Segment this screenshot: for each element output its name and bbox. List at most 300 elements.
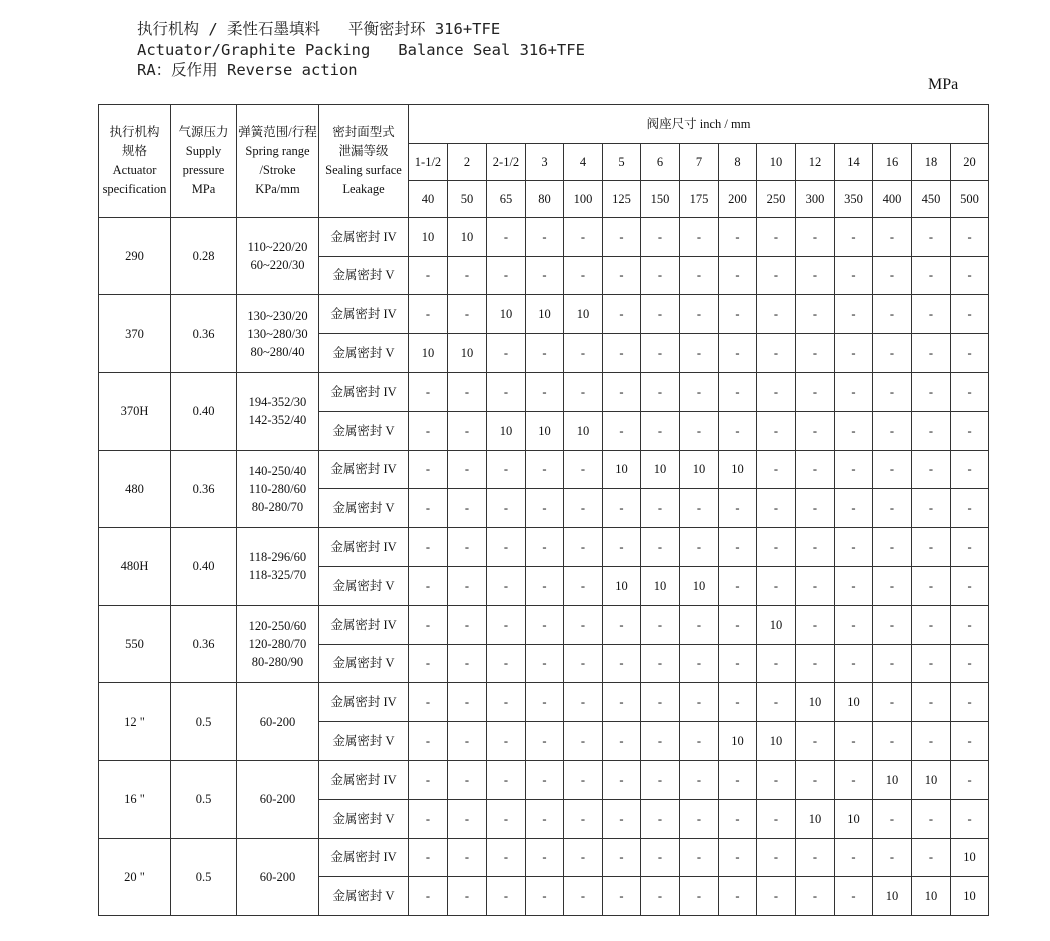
- pressure-value-cell: -: [912, 528, 951, 567]
- size-inch-cell: 5: [603, 143, 641, 180]
- pressure-value-cell: -: [796, 256, 835, 295]
- pressure-value-cell: 10: [487, 411, 526, 450]
- pressure-value-cell: -: [951, 644, 989, 683]
- pressure-value-cell: -: [757, 683, 796, 722]
- pressure-value-cell: -: [448, 566, 487, 605]
- pressure-value-cell: -: [951, 683, 989, 722]
- pressure-value-cell: -: [526, 566, 564, 605]
- pressure-value-cell: -: [719, 334, 757, 373]
- spring-range-cell: [237, 683, 319, 761]
- pressure-value-cell: -: [409, 722, 448, 761]
- pressure-value-cell: -: [835, 450, 873, 489]
- pressure-value-cell: -: [912, 644, 951, 683]
- pressure-value-cell: -: [526, 528, 564, 567]
- pressure-value-cell: -: [680, 411, 719, 450]
- pressure-value-cell: -: [912, 334, 951, 373]
- pressure-value-cell: -: [719, 566, 757, 605]
- pressure-value-cell: -: [873, 217, 912, 256]
- pressure-value-cell: -: [641, 799, 680, 838]
- pressure-value-cell: -: [603, 489, 641, 528]
- pressure-value-cell: -: [409, 489, 448, 528]
- pressure-value-cell: -: [757, 877, 796, 916]
- pressure-value-cell: -: [951, 722, 989, 761]
- pressure-value-cell: -: [603, 372, 641, 411]
- pressure-value-cell: -: [409, 256, 448, 295]
- pressure-value-cell: -: [603, 799, 641, 838]
- pressure-value-cell: -: [796, 760, 835, 799]
- pressure-value-cell: -: [912, 566, 951, 605]
- pressure-value-cell: -: [487, 217, 526, 256]
- size-inch-cell: 14: [835, 143, 873, 180]
- pressure-value-cell: -: [409, 644, 448, 683]
- supply-pressure-cell: 0.5: [171, 838, 237, 916]
- spring-range-line: 120-280/70: [248, 637, 307, 652]
- pressure-value-cell: -: [641, 722, 680, 761]
- pressure-value-cell: -: [641, 877, 680, 916]
- pressure-value-cell: 10: [641, 566, 680, 605]
- pressure-value-cell: -: [796, 450, 835, 489]
- header-line-1: 执行机构 / 柔性石墨填料 平衡密封环 316+TFE: [137, 20, 501, 38]
- pressure-value-cell: -: [951, 760, 989, 799]
- table-row: [99, 528, 989, 567]
- pressure-value-cell: 10: [603, 450, 641, 489]
- seal-type-cell: 金属密封 V: [319, 566, 409, 605]
- pressure-value-cell: -: [603, 838, 641, 877]
- size-inch-cell: 2-1/2: [487, 143, 526, 180]
- header-row-title: [99, 105, 989, 144]
- pressure-value-cell: -: [564, 489, 603, 528]
- pressure-value-cell: -: [912, 605, 951, 644]
- pressure-value-cell: -: [912, 295, 951, 334]
- pressure-value-cell: -: [951, 334, 989, 373]
- pressure-value-cell: -: [873, 411, 912, 450]
- pressure-value-cell: -: [487, 372, 526, 411]
- pressure-value-cell: -: [912, 256, 951, 295]
- supply-pressure-cell: 0.28: [171, 217, 237, 295]
- pressure-value-cell: -: [680, 838, 719, 877]
- pressure-value-cell: -: [564, 799, 603, 838]
- pressure-value-cell: -: [757, 760, 796, 799]
- spring-range-cell: [237, 838, 319, 916]
- table-row: [99, 838, 989, 877]
- seal-type-cell: 金属密封 V: [319, 489, 409, 528]
- pressure-value-cell: -: [835, 217, 873, 256]
- pressure-value-cell: -: [912, 683, 951, 722]
- pressure-value-cell: -: [409, 295, 448, 334]
- pressure-value-cell: -: [719, 799, 757, 838]
- pressure-value-cell: -: [719, 528, 757, 567]
- pressure-value-cell: -: [526, 450, 564, 489]
- spring-range-line: 118-296/60: [248, 550, 307, 565]
- pressure-value-cell: -: [603, 295, 641, 334]
- pressure-value-cell: -: [409, 799, 448, 838]
- pressure-value-cell: -: [680, 489, 719, 528]
- pressure-value-cell: -: [680, 295, 719, 334]
- pressure-value-cell: -: [564, 217, 603, 256]
- pressure-value-cell: -: [873, 489, 912, 528]
- pressure-value-cell: -: [680, 372, 719, 411]
- supply-pressure-cell: 0.36: [171, 295, 237, 373]
- actuator-spec-cell: 480: [99, 450, 171, 528]
- pressure-value-cell: -: [526, 838, 564, 877]
- pressure-value-cell: -: [835, 411, 873, 450]
- pressure-value-cell: -: [526, 605, 564, 644]
- spring-range-line: 60-200: [259, 869, 296, 884]
- table-row: [99, 295, 989, 334]
- pressure-value-cell: -: [448, 528, 487, 567]
- pressure-value-cell: -: [951, 450, 989, 489]
- seal-type-cell: 金属密封 IV: [319, 295, 409, 334]
- pressure-value-cell: 10: [912, 760, 951, 799]
- pressure-value-cell: -: [757, 450, 796, 489]
- spring-range-line: 60-200: [259, 714, 296, 729]
- pressure-value-cell: -: [448, 256, 487, 295]
- pressure-value-cell: -: [409, 760, 448, 799]
- pressure-value-cell: -: [487, 760, 526, 799]
- pressure-value-cell: -: [641, 605, 680, 644]
- spring-range-line: 194-352/30: [248, 395, 307, 410]
- pressure-value-cell: -: [641, 256, 680, 295]
- pressure-value-cell: -: [835, 760, 873, 799]
- size-mm-cell: 40: [409, 180, 448, 217]
- size-inch-cell: 7: [680, 143, 719, 180]
- col-header-seal: 密封面型式 泄漏等级 Sealing surface Leakage: [319, 105, 409, 218]
- pressure-value-cell: -: [487, 683, 526, 722]
- pressure-value-cell: -: [641, 683, 680, 722]
- supply-pressure-cell: 0.36: [171, 605, 237, 683]
- pressure-value-cell: -: [487, 528, 526, 567]
- pressure-value-cell: -: [757, 217, 796, 256]
- pressure-value-cell: 10: [835, 799, 873, 838]
- pressure-value-cell: -: [641, 760, 680, 799]
- pressure-value-cell: -: [641, 372, 680, 411]
- pressure-value-cell: -: [951, 799, 989, 838]
- document-header: [137, 19, 585, 81]
- pressure-value-cell: 10: [873, 877, 912, 916]
- pressure-value-cell: -: [409, 566, 448, 605]
- pressure-value-cell: -: [719, 644, 757, 683]
- pressure-value-cell: -: [873, 838, 912, 877]
- pressure-value-cell: -: [680, 877, 719, 916]
- pressure-value-cell: -: [951, 605, 989, 644]
- pressure-value-cell: -: [409, 877, 448, 916]
- pressure-value-cell: -: [757, 411, 796, 450]
- pressure-value-cell: -: [448, 760, 487, 799]
- pressure-value-cell: -: [796, 838, 835, 877]
- pressure-value-cell: -: [487, 644, 526, 683]
- header-line-2: Actuator/Graphite Packing Balance Seal 316+TFE: [137, 40, 585, 59]
- pressure-value-cell: -: [873, 256, 912, 295]
- pressure-value-cell: -: [757, 334, 796, 373]
- pressure-value-cell: 10: [564, 295, 603, 334]
- pressure-value-cell: -: [603, 760, 641, 799]
- seal-type-cell: 金属密封 V: [319, 722, 409, 761]
- unit-label: MPa: [928, 76, 959, 93]
- pressure-value-cell: -: [951, 489, 989, 528]
- pressure-value-cell: -: [796, 489, 835, 528]
- pressure-value-cell: -: [680, 605, 719, 644]
- table-row: [99, 450, 989, 489]
- pressure-value-cell: -: [719, 372, 757, 411]
- pressure-value-cell: -: [796, 217, 835, 256]
- pressure-value-cell: -: [796, 877, 835, 916]
- spring-range-cell: [237, 450, 319, 528]
- supply-pressure-cell: 0.40: [171, 528, 237, 606]
- pressure-value-cell: -: [719, 256, 757, 295]
- pressure-value-cell: 10: [526, 411, 564, 450]
- pressure-value-cell: -: [951, 411, 989, 450]
- pressure-value-cell: -: [564, 256, 603, 295]
- size-mm-cell: 125: [603, 180, 641, 217]
- pressure-value-cell: -: [641, 295, 680, 334]
- pressure-value-cell: -: [526, 256, 564, 295]
- pressure-value-cell: -: [448, 489, 487, 528]
- pressure-value-cell: -: [448, 605, 487, 644]
- pressure-value-cell: 10: [409, 217, 448, 256]
- pressure-value-cell: -: [719, 295, 757, 334]
- spring-range-cell: [237, 760, 319, 838]
- supply-pressure-cell: 0.5: [171, 683, 237, 761]
- pressure-value-cell: -: [526, 722, 564, 761]
- spring-range-line: 120-250/60: [248, 619, 307, 634]
- pressure-value-cell: -: [796, 372, 835, 411]
- spring-range-line: 118-325/70: [248, 568, 307, 583]
- pressure-value-cell: -: [526, 334, 564, 373]
- seal-type-cell: 金属密封 IV: [319, 528, 409, 567]
- pressure-value-cell: -: [487, 838, 526, 877]
- col-header-spring: 弹簧范围/行程 Spring range /Stroke KPa/mm: [237, 105, 319, 218]
- pressure-value-cell: -: [564, 644, 603, 683]
- seal-type-cell: 金属密封 V: [319, 256, 409, 295]
- pressure-value-cell: -: [951, 528, 989, 567]
- size-inch-cell: 3: [526, 143, 564, 180]
- size-inch-cell: 2: [448, 143, 487, 180]
- size-mm-cell: 500: [951, 180, 989, 217]
- size-inch-cell: 4: [564, 143, 603, 180]
- pressure-value-cell: -: [487, 799, 526, 838]
- pressure-value-cell: -: [448, 683, 487, 722]
- spring-range-line: 130~280/30: [247, 326, 308, 341]
- pressure-value-cell: -: [603, 256, 641, 295]
- pressure-value-cell: -: [835, 528, 873, 567]
- pressure-value-cell: -: [487, 605, 526, 644]
- pressure-value-cell: 10: [448, 334, 487, 373]
- pressure-value-cell: -: [526, 372, 564, 411]
- pressure-value-cell: -: [873, 566, 912, 605]
- pressure-value-cell: -: [603, 411, 641, 450]
- pressure-value-cell: -: [835, 838, 873, 877]
- pressure-value-cell: -: [835, 644, 873, 683]
- spring-range-cell: [237, 372, 319, 450]
- pressure-value-cell: -: [564, 450, 603, 489]
- pressure-value-cell: -: [912, 722, 951, 761]
- pressure-value-cell: 10: [719, 722, 757, 761]
- pressure-value-cell: -: [409, 411, 448, 450]
- pressure-value-cell: 10: [951, 838, 989, 877]
- pressure-value-cell: 10: [873, 760, 912, 799]
- actuator-spec-cell: 12 ": [99, 683, 171, 761]
- pressure-value-cell: 10: [564, 411, 603, 450]
- pressure-value-cell: -: [951, 295, 989, 334]
- pressure-value-cell: -: [757, 489, 796, 528]
- pressure-value-cell: -: [796, 295, 835, 334]
- pressure-value-cell: -: [873, 334, 912, 373]
- pressure-value-cell: 10: [796, 799, 835, 838]
- spring-range-line: 80~280/40: [250, 344, 305, 359]
- pressure-value-cell: 10: [835, 683, 873, 722]
- pressure-value-cell: -: [719, 411, 757, 450]
- pressure-value-cell: -: [526, 799, 564, 838]
- pressure-value-cell: -: [757, 566, 796, 605]
- pressure-value-cell: -: [526, 760, 564, 799]
- size-inch-cell: 1-1/2: [409, 143, 448, 180]
- pressure-value-cell: -: [448, 838, 487, 877]
- table-body: [99, 217, 989, 915]
- pressure-value-cell: -: [951, 372, 989, 411]
- size-inch-cell: 18: [912, 143, 951, 180]
- pressure-value-cell: -: [757, 644, 796, 683]
- col-header-seat-size: 阀座尺寸 inch / mm: [409, 105, 989, 144]
- col-header-supply: 气源压力 Supply pressure MPa: [171, 105, 237, 218]
- spring-range-cell: [237, 295, 319, 373]
- size-mm-cell: 175: [680, 180, 719, 217]
- pressure-value-cell: 10: [487, 295, 526, 334]
- pressure-value-cell: -: [796, 334, 835, 373]
- pressure-value-cell: -: [487, 450, 526, 489]
- actuator-spec-cell: 550: [99, 605, 171, 683]
- pressure-value-cell: -: [564, 566, 603, 605]
- actuator-spec-cell: 16 ": [99, 760, 171, 838]
- pressure-value-cell: -: [912, 372, 951, 411]
- pressure-value-cell: 10: [719, 450, 757, 489]
- pressure-value-cell: -: [409, 683, 448, 722]
- pressure-value-cell: -: [796, 528, 835, 567]
- seal-type-cell: 金属密封 V: [319, 334, 409, 373]
- size-mm-cell: 250: [757, 180, 796, 217]
- col-header-actuator: 执行机构 规格 Actuator specification: [99, 105, 171, 218]
- pressure-value-cell: 10: [526, 295, 564, 334]
- spring-range-line: 60-200: [259, 792, 296, 807]
- pressure-value-cell: -: [873, 450, 912, 489]
- pressure-value-cell: -: [680, 799, 719, 838]
- seal-type-cell: 金属密封 IV: [319, 605, 409, 644]
- pressure-value-cell: -: [719, 877, 757, 916]
- pressure-value-cell: -: [641, 411, 680, 450]
- actuator-spec-cell: 370: [99, 295, 171, 373]
- pressure-value-cell: -: [951, 566, 989, 605]
- pressure-value-cell: -: [409, 605, 448, 644]
- pressure-value-cell: -: [912, 450, 951, 489]
- spring-range-line: 80-280/70: [251, 499, 304, 514]
- pressure-value-cell: -: [641, 528, 680, 567]
- pressure-value-cell: -: [526, 489, 564, 528]
- pressure-value-cell: -: [641, 838, 680, 877]
- pressure-value-cell: -: [680, 683, 719, 722]
- pressure-value-cell: -: [835, 295, 873, 334]
- actuator-spec-cell: 480H: [99, 528, 171, 606]
- pressure-value-cell: -: [564, 722, 603, 761]
- pressure-value-cell: -: [603, 334, 641, 373]
- seal-type-cell: 金属密封 V: [319, 644, 409, 683]
- pressure-value-cell: -: [603, 528, 641, 567]
- pressure-value-cell: 10: [912, 877, 951, 916]
- pressure-value-cell: -: [873, 683, 912, 722]
- spring-range-line: 110~220/20: [247, 240, 308, 255]
- pressure-value-cell: -: [757, 528, 796, 567]
- actuator-spec-cell: 370H: [99, 372, 171, 450]
- pressure-value-cell: -: [757, 295, 796, 334]
- pressure-value-cell: 10: [796, 683, 835, 722]
- pressure-value-cell: -: [448, 877, 487, 916]
- table-row: [99, 372, 989, 411]
- pressure-value-cell: -: [796, 644, 835, 683]
- actuator-spec-table: [98, 104, 989, 916]
- pressure-value-cell: -: [835, 877, 873, 916]
- pressure-value-cell: -: [873, 605, 912, 644]
- seal-type-cell: 金属密封 V: [319, 877, 409, 916]
- supply-pressure-cell: 0.40: [171, 372, 237, 450]
- table-row: [99, 605, 989, 644]
- pressure-value-cell: -: [641, 644, 680, 683]
- pressure-value-cell: -: [873, 528, 912, 567]
- pressure-value-cell: -: [448, 450, 487, 489]
- pressure-value-cell: -: [680, 722, 719, 761]
- table-row: [99, 217, 989, 256]
- size-inch-cell: 12: [796, 143, 835, 180]
- pressure-value-cell: -: [564, 334, 603, 373]
- pressure-value-cell: -: [564, 877, 603, 916]
- pressure-value-cell: -: [564, 683, 603, 722]
- pressure-value-cell: -: [564, 605, 603, 644]
- pressure-value-cell: -: [873, 644, 912, 683]
- pressure-value-cell: -: [796, 566, 835, 605]
- pressure-value-cell: -: [409, 450, 448, 489]
- spring-range-line: 130~230/20: [247, 308, 308, 323]
- pressure-value-cell: -: [680, 760, 719, 799]
- pressure-value-cell: -: [873, 295, 912, 334]
- pressure-value-cell: -: [564, 372, 603, 411]
- size-mm-cell: 100: [564, 180, 603, 217]
- pressure-value-cell: -: [448, 411, 487, 450]
- size-inch-cell: 10: [757, 143, 796, 180]
- pressure-value-cell: -: [835, 566, 873, 605]
- pressure-value-cell: -: [641, 217, 680, 256]
- pressure-value-cell: -: [487, 877, 526, 916]
- pressure-value-cell: -: [603, 217, 641, 256]
- pressure-value-cell: 10: [448, 217, 487, 256]
- pressure-value-cell: -: [912, 838, 951, 877]
- size-mm-cell: 50: [448, 180, 487, 217]
- pressure-value-cell: -: [603, 605, 641, 644]
- pressure-value-cell: -: [912, 411, 951, 450]
- pressure-value-cell: -: [526, 683, 564, 722]
- size-mm-cell: 450: [912, 180, 951, 217]
- pressure-value-cell: -: [719, 683, 757, 722]
- actuator-spec-cell: 20 ": [99, 838, 171, 916]
- pressure-value-cell: -: [680, 644, 719, 683]
- spring-range-line: 142-352/40: [248, 413, 307, 428]
- pressure-value-cell: -: [641, 489, 680, 528]
- seal-type-cell: 金属密封 IV: [319, 217, 409, 256]
- pressure-value-cell: -: [835, 372, 873, 411]
- pressure-value-cell: -: [719, 605, 757, 644]
- pressure-value-cell: 10: [757, 722, 796, 761]
- pressure-value-cell: 10: [757, 605, 796, 644]
- pressure-value-cell: -: [912, 217, 951, 256]
- pressure-value-cell: -: [448, 295, 487, 334]
- pressure-value-cell: -: [757, 799, 796, 838]
- pressure-value-cell: -: [873, 372, 912, 411]
